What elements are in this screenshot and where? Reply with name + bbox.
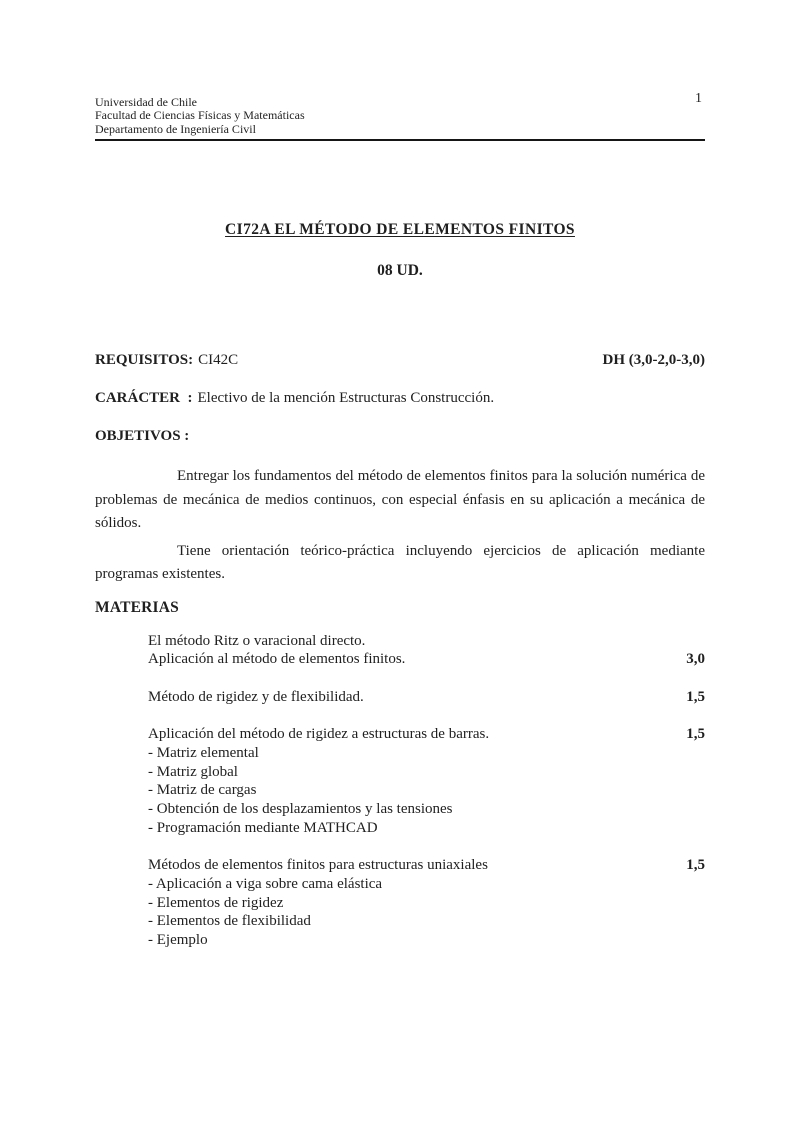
materia-text: - Obtención de los desplazamientos y las tensiones: [148, 801, 453, 817]
letterhead-line-university: Universidad de Chile: [95, 95, 197, 109]
course-credits: 08 UD.: [377, 262, 423, 280]
materia-text: Aplicación al método de elementos finitos.: [148, 651, 406, 668]
objetivos-heading: OBJETIVOS :: [95, 428, 190, 445]
materia-text: - Elementos de rigidez: [148, 894, 284, 911]
materia-line: [148, 725, 705, 744]
materia-text: Métodos de elementos finitos para estructuras uniaxiales: [148, 857, 488, 874]
materias-list: [95, 632, 705, 950]
materia-hours: 1,5: [686, 857, 705, 874]
materia-hours: 3,0: [686, 651, 705, 668]
materia-subitem: [148, 763, 705, 782]
letterhead: [95, 96, 705, 141]
materia-subitem: [148, 875, 705, 894]
materia-text: - Matriz elemental: [148, 744, 259, 761]
requisitos-row: [95, 351, 705, 370]
materia-text: - Programación mediante MATHCAD: [148, 819, 378, 836]
materia-subitem: [148, 894, 705, 913]
caracter-label: CARÁCTER :: [95, 390, 193, 407]
materia-text: El método Ritz o varacional directo.: [148, 632, 366, 649]
objetivos-paragraph-1: Entregar los fundamentos del método de elementos finitos para la solución numérica de problemas de mecánica de medios continuos, con especial énfasis en su aplicación a mecánica de sólidos.: [95, 468, 705, 531]
requisitos-label: REQUISITOS:: [95, 352, 194, 369]
materia-subitem: [148, 931, 705, 950]
materia-subitem: [148, 800, 705, 819]
materia-text: Método de rigidez y de flexibilidad.: [148, 688, 364, 705]
dh-value: DH (3,0-2,0-3,0): [602, 352, 705, 369]
materia-group-elementos-finitos-uniaxiales: [148, 856, 705, 950]
course-title: CI72A EL MÉTODO DE ELEMENTOS FINITOS: [225, 221, 575, 239]
objetivos-paragraph-2: Tiene orientación teórico-práctica incluyendo ejercicios de aplicación mediante programas existentes.: [95, 543, 705, 583]
materia-group-ritz: [148, 632, 705, 669]
materia-subitem: [148, 781, 705, 800]
materia-group-rigidez-flexibilidad: [148, 688, 705, 707]
materia-line: [148, 650, 705, 669]
materia-text: - Matriz global: [148, 763, 238, 780]
caracter-value: Electivo de la mención Estructuras Construcción.: [197, 390, 495, 407]
materia-line: [148, 632, 705, 651]
materia-text: - Matriz de cargas: [148, 782, 257, 799]
materia-text: - Elementos de flexibilidad: [148, 913, 311, 930]
materia-text: Aplicación del método de rigidez a estructuras de barras.: [148, 726, 490, 743]
letterhead-line-department: Departamento de Ingeniería Civil: [95, 121, 256, 136]
requisitos: [95, 351, 238, 370]
materia-line: [148, 688, 705, 707]
materia-text: - Aplicación a viga sobre cama elástica: [148, 875, 383, 892]
letterhead-line-faculty: Facultad de Ciencias Físicas y Matemáticas: [95, 108, 305, 123]
materia-text: - Ejemplo: [148, 931, 208, 948]
materia-subitem: [148, 819, 705, 838]
materia-subitem: [148, 912, 705, 931]
caracter-row: [95, 389, 705, 408]
materia-subitem: [148, 744, 705, 763]
materia-group-metodo-rigidez-barras: [148, 725, 705, 837]
materia-line: [148, 856, 705, 875]
materias-heading: MATERIAS: [95, 598, 179, 616]
page-number: 1: [695, 91, 702, 106]
requisitos-value: CI42C: [198, 352, 239, 369]
materia-hours: 1,5: [686, 688, 705, 705]
materia-hours: 1,5: [686, 726, 705, 743]
